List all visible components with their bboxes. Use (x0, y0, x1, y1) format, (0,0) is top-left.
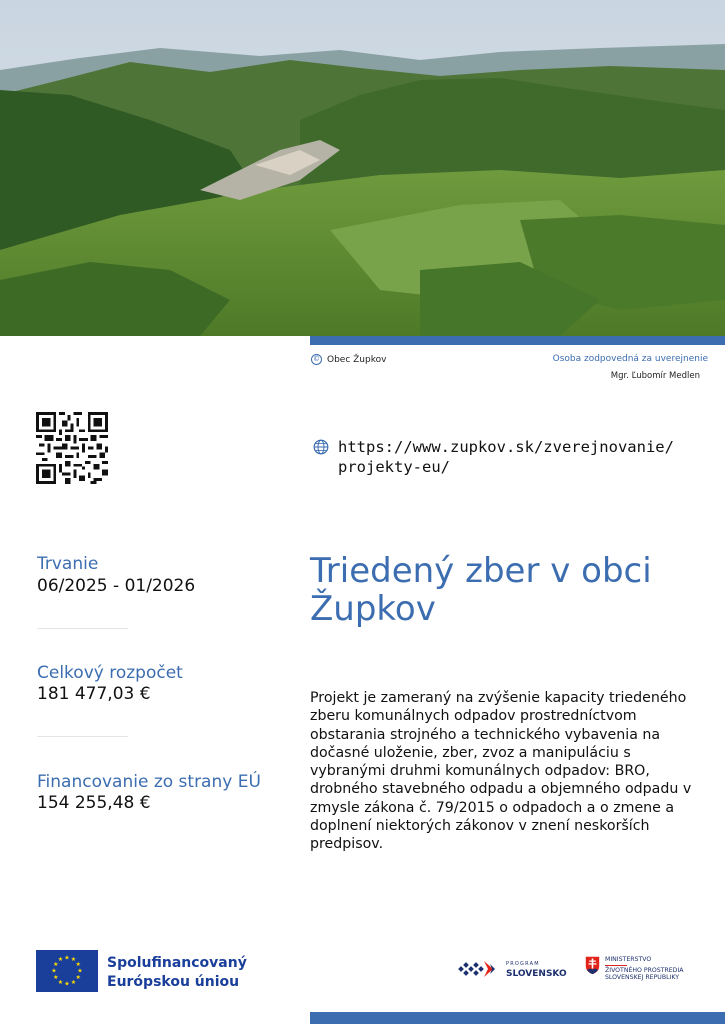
bottom-accent-bar (310, 1012, 725, 1024)
project-url-link[interactable]: https://www.zupkov.sk/zverejnovanie/ projekty-eu/ (338, 438, 674, 476)
program-label: PROGRAM (506, 961, 540, 967)
ministry-line2: ŽIVOTNÉHO PROSTREDIA (605, 966, 684, 974)
ministry-logo (585, 956, 684, 982)
budget-value: 181 477,03 € (37, 684, 151, 704)
svg-text:★: ★ (75, 961, 81, 968)
slovak-coat-of-arms-icon (585, 956, 600, 975)
budget-label: Celkový rozpočet (37, 663, 183, 683)
program-slovensko-icon (457, 958, 501, 980)
project-title: Triedený zber v obci Župkov (310, 551, 652, 629)
hero-landscape-image (0, 0, 725, 336)
svg-text:★: ★ (70, 978, 77, 986)
photo-credit (311, 354, 386, 365)
svg-text:★: ★ (64, 954, 70, 962)
svg-text:★: ★ (75, 974, 81, 981)
globe-icon (313, 439, 329, 455)
svg-text:★: ★ (53, 974, 59, 981)
eu-funding-label: Financovanie zo strany EÚ (37, 772, 261, 792)
svg-text:★: ★ (53, 961, 59, 968)
program-slovensko-logo (457, 958, 567, 980)
svg-text:★: ★ (51, 967, 57, 975)
eu-text-line1: Spolufinancovaný (107, 955, 247, 971)
project-url (313, 437, 678, 477)
top-accent-bar (310, 336, 725, 345)
svg-text:★: ★ (64, 980, 70, 988)
program-name: SLOVENSKO (506, 969, 567, 979)
divider (37, 736, 128, 737)
qr-code-icon[interactable] (36, 412, 108, 484)
svg-text:★: ★ (70, 956, 77, 964)
svg-text:★: ★ (57, 956, 64, 964)
responsible-person-name: Mgr. Ľubomír Medlen (610, 371, 700, 381)
svg-text:★: ★ (77, 967, 83, 975)
divider (37, 628, 128, 629)
ministry-line1: MINISTERSTVO (605, 956, 652, 963)
ministry-divider (605, 965, 627, 966)
svg-text:★: ★ (57, 978, 64, 986)
duration-label: Trvanie (37, 554, 99, 574)
eu-text-line2: Európskou úniou (107, 974, 240, 990)
project-description: Projekt je zameraný na zvýšenie kapacity triedeného zberu komunálnych odpadov prostredníctvom obstarania strojného a technického vybavenia na dočasné uloženie, zber, zvoz a manipuláciu s vybranými druhmi komunálnych odpadov: BRO, drobného stavebného odpadu a objemného odpadu v zmysle zákona č. 79/2015 o odpadoch a o zmene a doplnení niektorých zákonov v znení neskorších predpisov. (310, 690, 692, 853)
ministry-line3: SLOVENSKEJ REPUBLIKY (605, 974, 679, 981)
responsible-person-title: Osoba zodpovedná za uverejnenie (552, 354, 708, 364)
eu-funding-value: 154 255,48 € (37, 793, 151, 813)
duration-value: 06/2025 - 01/2026 (37, 576, 196, 596)
copyright-icon: © (313, 355, 320, 363)
eu-flag-logo (36, 950, 98, 992)
photo-credit-text: Obec Župkov (327, 354, 387, 365)
eu-cofinanced-text (107, 954, 247, 992)
